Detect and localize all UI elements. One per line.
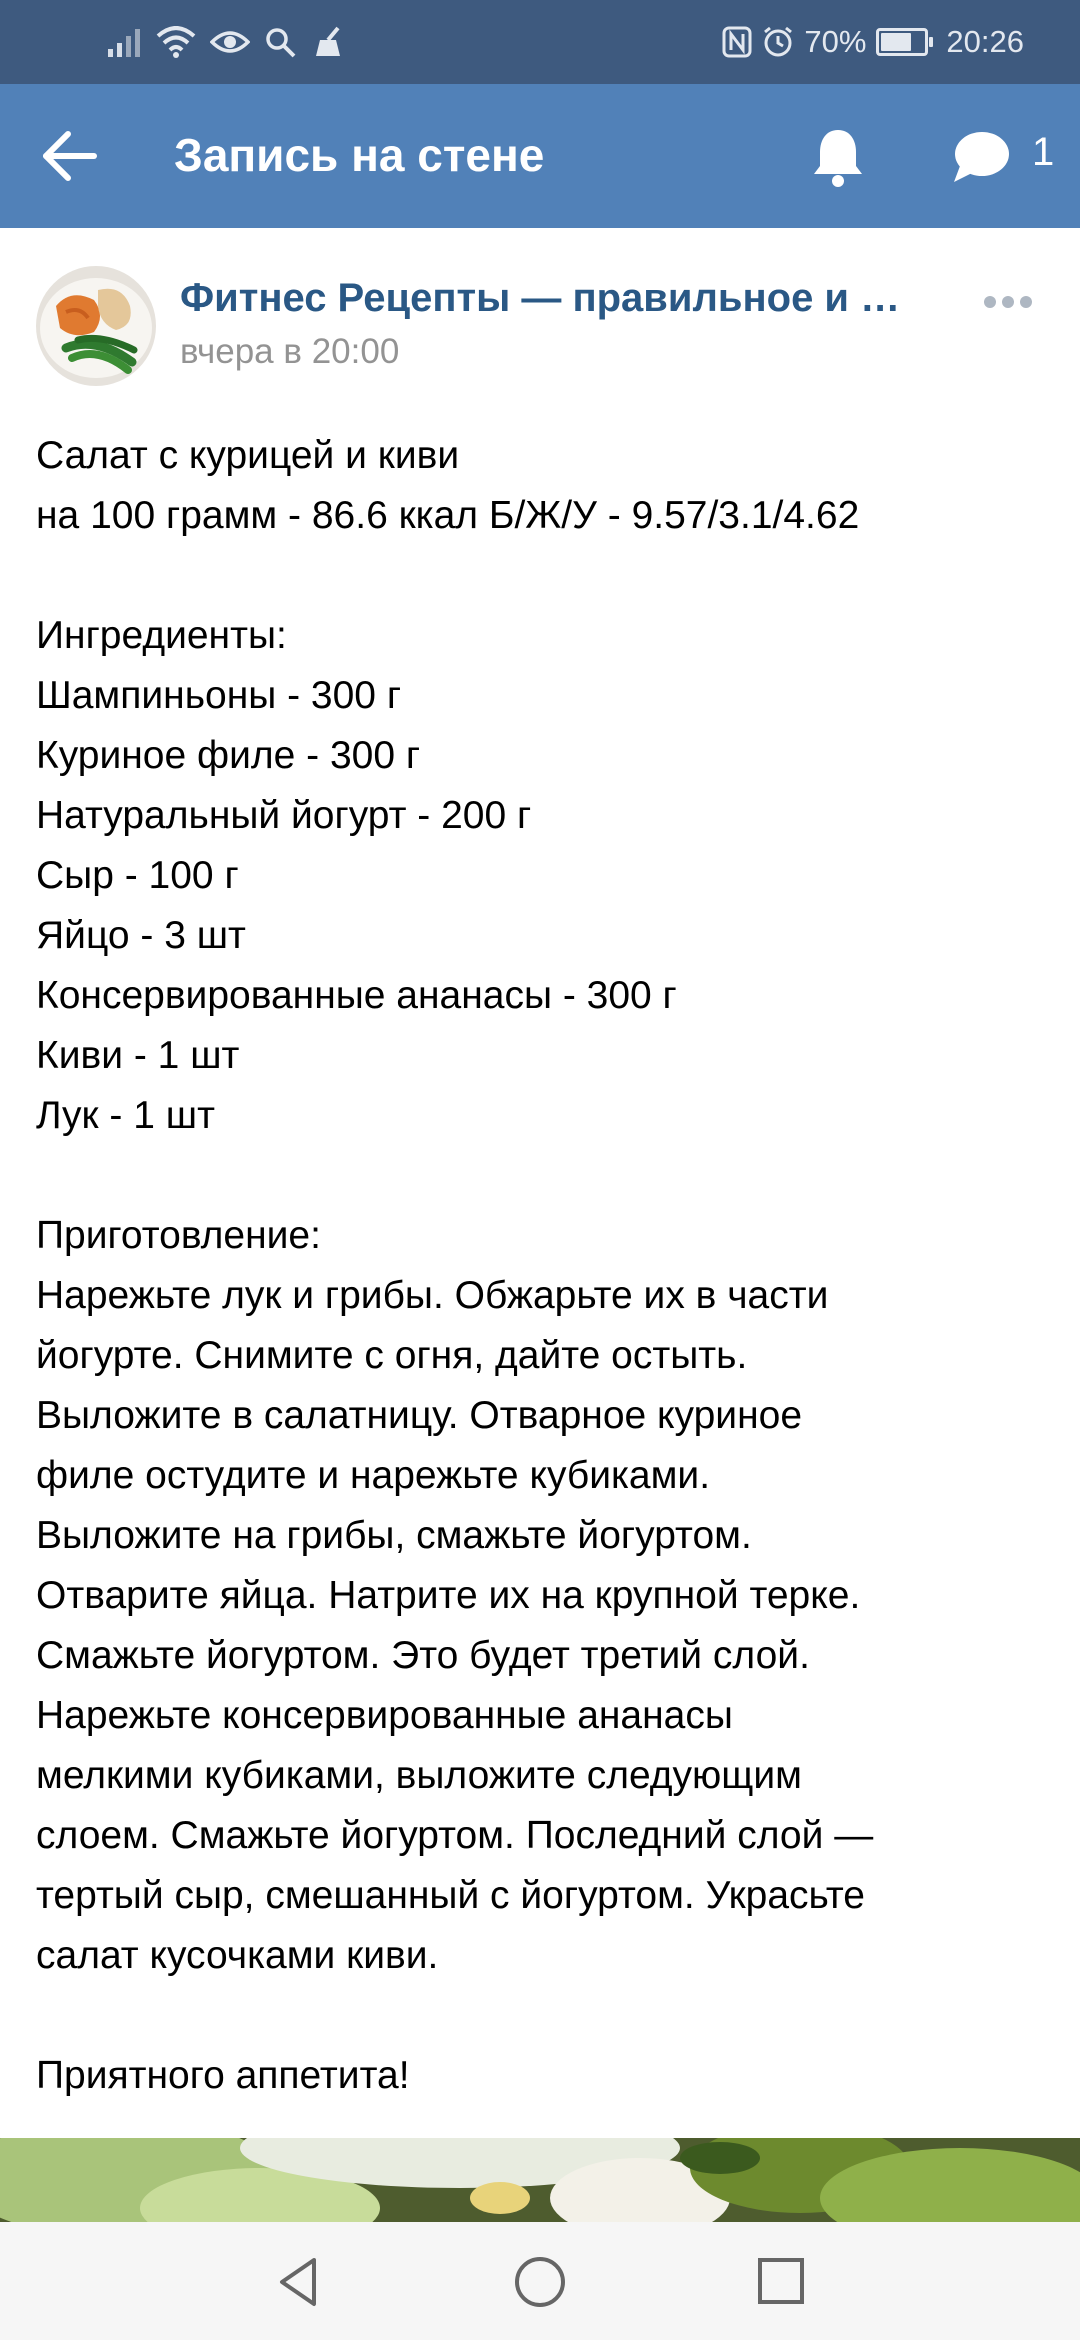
post-text-line: Яйцо - 3 шт <box>36 914 246 957</box>
author-name-link[interactable]: Фитнес Рецепты — правильное и … <box>180 276 901 320</box>
home-circle-icon[interactable] <box>510 2254 570 2310</box>
post-text-line: Смажьте йогуртом. Это будет третий слой. <box>36 1634 810 1677</box>
post-text-line: Куриное филе - 300 г <box>36 734 421 777</box>
more-options-icon[interactable] <box>982 290 1034 314</box>
post-date[interactable]: вчера в 20:00 <box>180 332 400 371</box>
post-text-line: Лук - 1 шт <box>36 1094 215 1137</box>
post-text-line: йогурте. Снимите с огня, дайте остыть. <box>36 1334 748 1377</box>
post-text <box>36 426 1046 2106</box>
post-text-line: Нарежьте лук и грибы. Обжарьте их в части <box>36 1274 829 1317</box>
post-text-line: Шампиньоны - 300 г <box>36 674 402 717</box>
post-text-line: Отварите яйца. Натрите их на крупной терке. <box>36 1574 861 1617</box>
post-blank-line <box>36 546 1046 606</box>
post-text-line: Ингредиенты: <box>36 614 287 657</box>
message-icon[interactable] <box>950 128 1010 186</box>
post-text-line: Натуральный йогурт - 200 г <box>36 794 532 837</box>
page-title: Запись на стене <box>174 129 545 181</box>
avatar-food-image <box>36 266 156 386</box>
back-arrow-icon[interactable] <box>40 126 100 186</box>
recents-square-icon[interactable] <box>750 2254 810 2310</box>
system-nav-bar <box>0 2222 1080 2340</box>
author-avatar[interactable] <box>36 266 156 386</box>
post-blank-line <box>36 1986 1046 2046</box>
signal-icon <box>108 27 142 57</box>
eye-icon <box>210 28 250 56</box>
post-text-line: тертый сыр, смешанный с йогуртом. Украсьте <box>36 1874 865 1917</box>
alarm-icon <box>762 26 794 58</box>
post-text-line: Приятного аппетита! <box>36 2054 410 2097</box>
post-text-line: Консервированные ананасы - 300 г <box>36 974 677 1017</box>
cleaner-icon <box>310 26 346 58</box>
post-text-line: салат кусочками киви. <box>36 1934 439 1977</box>
battery-percent: 70% <box>804 24 867 59</box>
post-text-line: на 100 грамм - 86.6 ккал Б/Ж/У - 9.57/3.1/4.62 <box>36 494 860 537</box>
battery-icon <box>876 28 928 56</box>
app-header <box>0 84 1080 228</box>
nfc-icon <box>722 26 752 58</box>
post-text-line: Приготовление: <box>36 1214 321 1257</box>
status-time: 20:26 <box>946 24 1024 59</box>
wifi-icon <box>156 26 196 58</box>
salad-photo-image <box>0 2138 1080 2222</box>
post-text-line: Нарежьте консервированные ананасы <box>36 1694 733 1737</box>
status-bar <box>0 0 1080 84</box>
post-text-line: слоем. Смажьте йогуртом. Последний слой — <box>36 1814 874 1857</box>
bell-icon[interactable] <box>806 124 870 188</box>
post-text-line: мелкими кубиками, выложите следующим <box>36 1754 802 1797</box>
status-left-icons <box>108 22 346 62</box>
post-text-line: Салат с курицей и киви <box>36 434 460 477</box>
post-text-line: Сыр - 100 г <box>36 854 239 897</box>
post-text-line: Выложите на грибы, смажьте йогуртом. <box>36 1514 752 1557</box>
post-text-line: филе остудите и нарежьте кубиками. <box>36 1454 711 1497</box>
battery-fill <box>881 33 910 51</box>
post-photo[interactable] <box>0 2138 1080 2222</box>
status-right-icons <box>722 22 1024 62</box>
back-triangle-icon[interactable] <box>270 2254 330 2310</box>
message-count-badge: 1 <box>1032 130 1055 174</box>
search-icon <box>264 26 296 58</box>
post-blank-line <box>36 1146 1046 1206</box>
post-text-line: Выложите в салатницу. Отварное куриное <box>36 1394 803 1437</box>
post-text-line: Киви - 1 шт <box>36 1034 240 1077</box>
